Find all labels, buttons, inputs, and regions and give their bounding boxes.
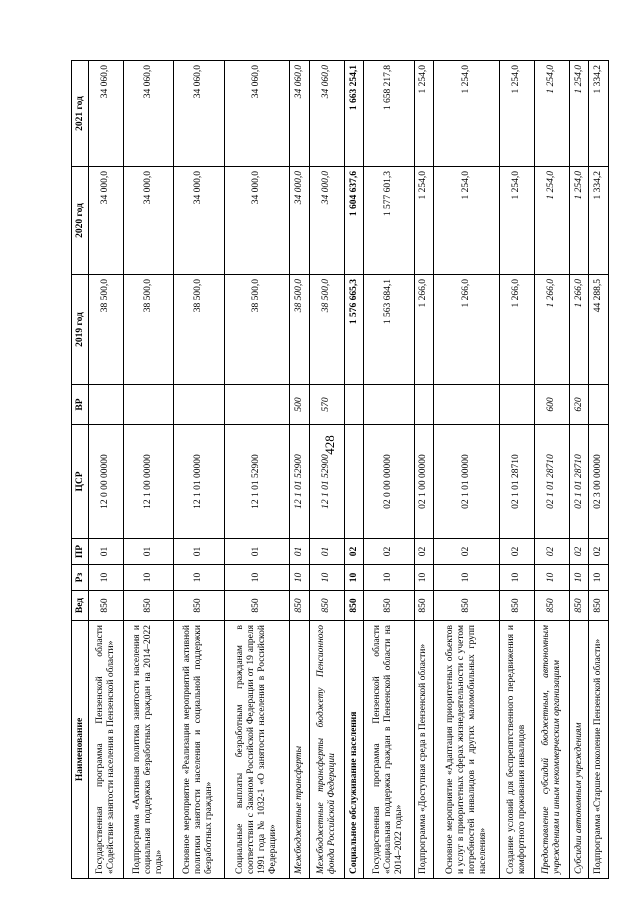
table-row (569, 61, 589, 879)
cell-csr: 02 1 01 28710 (569, 425, 589, 539)
cell-name: Подпрограмма «Старшее поколение Пензенской области» (589, 621, 609, 879)
cell-2021: 1 254,0 (499, 61, 534, 167)
cell-pr: 01 (309, 539, 344, 565)
cell-2019: 38 500,0 (123, 275, 173, 385)
table-row (414, 61, 434, 879)
col-header-ved: Вед (72, 591, 89, 621)
cell-vr (364, 385, 414, 425)
budget-table (71, 60, 609, 879)
cell-pr: 02 (499, 539, 534, 565)
cell-rz: 10 (123, 565, 173, 591)
cell-pr: 01 (174, 539, 224, 565)
cell-pr: 02 (344, 539, 364, 565)
cell-pr: 02 (569, 539, 589, 565)
cell-2019: 38 500,0 (309, 275, 344, 385)
cell-2019: 1 266,0 (569, 275, 589, 385)
col-header-vr: ВР (72, 385, 89, 425)
cell-2019: 38 500,0 (290, 275, 310, 385)
cell-ved: 850 (344, 591, 364, 621)
cell-pr: 02 (364, 539, 414, 565)
cell-vr: 500 (290, 385, 310, 425)
cell-2020: 1 254,0 (569, 167, 589, 275)
cell-ved: 850 (174, 591, 224, 621)
col-header-pr: ПР (72, 539, 89, 565)
cell-2020: 1 254,0 (534, 167, 569, 275)
table-row (123, 61, 173, 879)
table-row (224, 61, 290, 879)
cell-vr (89, 385, 124, 425)
cell-2020: 1 254,0 (499, 167, 534, 275)
cell-name: Социальное обслуживание населения (344, 621, 364, 879)
col-header-2020: 2020 год (72, 167, 89, 275)
cell-ved: 850 (290, 591, 310, 621)
cell-2019: 1 576 665,3 (344, 275, 364, 385)
cell-vr: 620 (569, 385, 589, 425)
cell-rz: 10 (434, 565, 500, 591)
cell-ved: 850 (224, 591, 290, 621)
cell-csr: 12 1 01 00000 (174, 425, 224, 539)
cell-name: Подпрограмма «Доступная среда в Пензенской области» (414, 621, 434, 879)
cell-csr: 02 1 01 00000 (434, 425, 500, 539)
cell-name: Субсидии автономным учреждениям (569, 621, 589, 879)
cell-csr: 12 1 01 52900 (224, 425, 290, 539)
cell-ved: 850 (309, 591, 344, 621)
table-row (589, 61, 609, 879)
cell-rz: 10 (414, 565, 434, 591)
cell-csr: 12 1 01 52900 (309, 425, 344, 539)
table-row (344, 61, 364, 879)
cell-ved: 850 (569, 591, 589, 621)
table-row (174, 61, 224, 879)
col-header-2021: 2021 год (72, 61, 89, 167)
cell-pr: 02 (414, 539, 434, 565)
cell-2019: 1 266,0 (534, 275, 569, 385)
cell-2021: 1 658 217,8 (364, 61, 414, 167)
cell-vr (174, 385, 224, 425)
cell-ved: 850 (434, 591, 500, 621)
cell-rz: 10 (224, 565, 290, 591)
cell-vr: 600 (534, 385, 569, 425)
cell-2019: 1 563 684,1 (364, 275, 414, 385)
cell-ved: 850 (534, 591, 569, 621)
table-row (434, 61, 500, 879)
cell-rz: 10 (589, 565, 609, 591)
cell-name: Межбюджетные трансферты (290, 621, 310, 879)
cell-2019: 38 500,0 (224, 275, 290, 385)
cell-ved: 850 (589, 591, 609, 621)
cell-csr (344, 425, 364, 539)
cell-name: Государственная программа Пензенской области «Содействие занятости населения в Пензенской области» (89, 621, 124, 879)
cell-csr: 02 0 00 00000 (364, 425, 414, 539)
cell-vr: 570 (309, 385, 344, 425)
cell-2020: 1 577 601,3 (364, 167, 414, 275)
cell-name: Государственная программа Пензенской области «Социальная поддержка граждан в Пензенской области на 2014–2022 годы» (364, 621, 414, 879)
cell-pr: 01 (290, 539, 310, 565)
cell-rz: 10 (534, 565, 569, 591)
cell-rz: 10 (174, 565, 224, 591)
table-row (534, 61, 569, 879)
cell-2021: 34 060,0 (290, 61, 310, 167)
cell-pr: 01 (89, 539, 124, 565)
cell-name: Подпрограмма «Активная политика занятости населения и социальная поддержка безработных граждан на 2014–2022 годы» (123, 621, 173, 879)
cell-vr (499, 385, 534, 425)
cell-2020: 1 254,0 (414, 167, 434, 275)
cell-rz: 10 (499, 565, 534, 591)
cell-name: Создание условий для беспрепятственного передвижения и комфортного проживания инвалидов (499, 621, 534, 879)
cell-2021: 34 060,0 (123, 61, 173, 167)
cell-2019: 1 266,0 (434, 275, 500, 385)
cell-rz: 10 (569, 565, 589, 591)
cell-2021: 1 254,0 (534, 61, 569, 167)
cell-vr (414, 385, 434, 425)
table-row (309, 61, 344, 879)
table-row (499, 61, 534, 879)
table-body (89, 61, 609, 879)
cell-pr: 01 (123, 539, 173, 565)
cell-csr: 02 1 01 28710 (499, 425, 534, 539)
cell-2020: 34 000,0 (174, 167, 224, 275)
cell-vr (589, 385, 609, 425)
col-header-rz: Рз (72, 565, 89, 591)
cell-vr (224, 385, 290, 425)
cell-2021: 1 334,2 (589, 61, 609, 167)
cell-ved: 850 (414, 591, 434, 621)
cell-ved: 850 (364, 591, 414, 621)
col-header-name: Наименование (72, 621, 89, 879)
cell-2020: 1 604 637,6 (344, 167, 364, 275)
cell-2021: 34 060,0 (174, 61, 224, 167)
cell-vr (123, 385, 173, 425)
cell-2019: 38 500,0 (174, 275, 224, 385)
cell-2020: 1 334,2 (589, 167, 609, 275)
cell-pr: 02 (534, 539, 569, 565)
cell-vr (344, 385, 364, 425)
col-header-2019: 2019 год (72, 275, 89, 385)
cell-2021: 1 254,0 (569, 61, 589, 167)
cell-2020: 34 000,0 (123, 167, 173, 275)
cell-2021: 1 254,0 (434, 61, 500, 167)
cell-ved: 850 (123, 591, 173, 621)
col-header-csr: ЦСР (72, 425, 89, 539)
page-number: 428 (322, 435, 337, 455)
table-header-row (72, 61, 89, 879)
cell-pr: 02 (434, 539, 500, 565)
cell-rz: 10 (364, 565, 414, 591)
cell-name: Межбюджетные трансферты бюджету Пенсионного фонда Российской Федерации (309, 621, 344, 879)
cell-2019: 38 500,0 (89, 275, 124, 385)
cell-2020: 1 254,0 (434, 167, 500, 275)
cell-2020: 34 000,0 (309, 167, 344, 275)
cell-rz: 10 (89, 565, 124, 591)
cell-2021: 34 060,0 (89, 61, 124, 167)
cell-rz: 10 (344, 565, 364, 591)
cell-2019: 1 266,0 (499, 275, 534, 385)
cell-2020: 34 000,0 (224, 167, 290, 275)
cell-2021: 1 254,0 (414, 61, 434, 167)
cell-csr: 02 3 00 00000 (589, 425, 609, 539)
cell-name: Предоставление субсидий бюджетным, автономным учреждениям и иным некоммерческим организациям (534, 621, 569, 879)
table-row (364, 61, 414, 879)
cell-pr: 02 (589, 539, 609, 565)
cell-ved: 850 (89, 591, 124, 621)
cell-csr: 02 1 00 00000 (414, 425, 434, 539)
cell-csr: 12 0 00 00000 (89, 425, 124, 539)
cell-name: Основное мероприятие «Адаптация приоритетных объектов и услуг в приоритетных сферах жизнедеятельности с учетом потребностей инвалидов и других маломобильных групп населения» (434, 621, 500, 879)
cell-2020: 34 000,0 (290, 167, 310, 275)
cell-name: Основное мероприятие «Реализация мероприятий активной политики занятости населения и социальной поддержки безработных граждан» (174, 621, 224, 879)
cell-2019: 44 288,5 (589, 275, 609, 385)
cell-rz: 10 (290, 565, 310, 591)
cell-2020: 34 000,0 (89, 167, 124, 275)
cell-csr: 12 1 00 00000 (123, 425, 173, 539)
table-row (290, 61, 310, 879)
cell-ved: 850 (499, 591, 534, 621)
cell-name: Социальные выплаты безработным гражданам в соответствии с Законом Российской Федерации от 19 апреля 1991 года № 1032-1 «О занятости населения в Российской Федерации» (224, 621, 290, 879)
cell-pr: 01 (224, 539, 290, 565)
cell-2021: 1 663 254,1 (344, 61, 364, 167)
cell-rz: 10 (309, 565, 344, 591)
cell-csr: 02 1 01 28710 (534, 425, 569, 539)
rotated-table-container (71, 61, 609, 879)
cell-csr: 12 1 01 52900 (290, 425, 310, 539)
cell-vr (434, 385, 500, 425)
cell-2019: 1 266,0 (414, 275, 434, 385)
table-row (89, 61, 124, 879)
cell-2021: 34 060,0 (224, 61, 290, 167)
cell-2021: 34 060,0 (309, 61, 344, 167)
